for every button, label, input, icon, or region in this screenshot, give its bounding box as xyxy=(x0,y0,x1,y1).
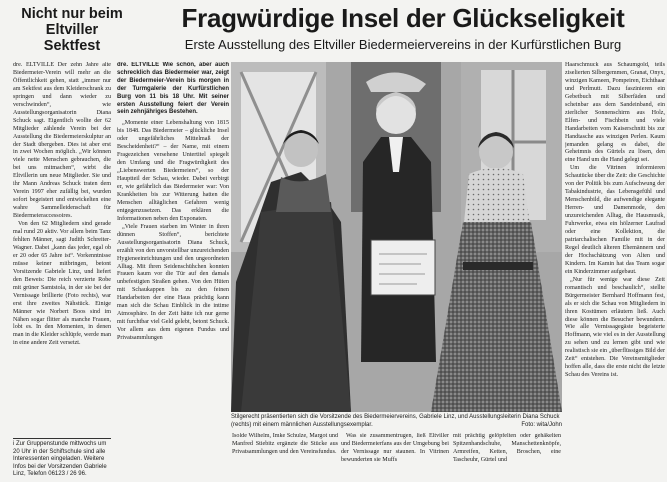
paragraph: Haarschmuck aus Schaumgold, teils ziselierten Silbergemmen, Granat, Onyx, winzigen Kameen, Pompeiren, Eichthaar und Perlmutt. Dazu faszinieren ein Gebetbuch mit Silberfäden und scheinbar aus dem Sandeinband, ein zierlicher Sonnenschirm aus Holz, Elfen- und Fischbein und viele Handarbeiten vom Kaiserschnitt bis zur Handtasche aus winzigen Perlen. Kaum jemanden gelang es dabei, die Geheimnis des Gürtels zu lösen, den eine Hand um die Hand gelegt sei. xyxy=(565,62,665,164)
article-column-3 xyxy=(565,62,665,474)
photo-credit: Foto: wita/John xyxy=(521,421,562,428)
photo-caption xyxy=(231,414,562,429)
bottom-column-3 xyxy=(453,433,561,478)
paragraph: Von den 62 Mitgliedern sind gerade mal rund 20 aktiv. Vor allem beim Tanz fehlten Männer, sagt Judith Schreiter-Wagner. Dabei „kann das jeder, egal ob er 20 oder 65 Jahre ist“. Vorkenntnisse müsse keiner mitbringen, betont Vorsitzende Gabriele Linz, und liefert den Beweis: Die reich verzierte Robe mit grüner Samtstola, in der sie bei der Vernissage brillierte (Foto rechts), war erst ihre zweites Nähstück. Einige Männer wie Norbert Boos sind im Nähen sogar flitter als manche Frauen, lobt es. In den Momenten, in denen man in die Kleider schlüpfe, werde man in eine andere Zeit versetzt. xyxy=(13,221,111,347)
bottom-column-1 xyxy=(232,433,338,478)
info-box: i Zur Gruppenstunde mittwochs um 20 Uhr in der Schiftschule sind alle Interessenten eingeladen. Weitere Infos bei der Vorsitzenden Gabriele Linz, Telefon 06123 / 26 96. xyxy=(13,438,111,479)
article-photo xyxy=(231,62,562,412)
paragraph: Was sie zusammentrugen, ließ Eltviller und Biedermeierfans aus der Umgebung bei der Vernissage nur staunen. In Vitrinen bewunderten sie Muffs xyxy=(341,433,449,463)
article-column-1 xyxy=(13,62,111,474)
kicker: Nicht nur beim Eltviller Sektfest xyxy=(21,6,123,54)
bottom-column-2 xyxy=(341,433,449,478)
paragraph: Um die Vitrinen informieren Schautücke über die Zeit: die Geschichte von der Politik bis zum Aufschwung der Tabakindustrie, das Lebensgefühl und Menschenbild, die aufwendige elegante Herren- und Damenmode, den unzureichenden Alltag, die Hausmusik, Fuhrwerke, etwa ein hölzerner Laufrad oder eine Kollektion, die patriarchalischen Familie mit in der Regel deutlich älteren Ehemännern und der Hochschätzung von Alten und Kindern. Im Kamin hat das Team sogar ein Kinderzimmer aufgebaut. xyxy=(565,165,665,275)
article-column-2 xyxy=(117,62,229,354)
paragraph: dre. ELTVILLE Der zehn Jahre alte Biedermeier-Verein will mehr an die Öffentlichkeit gehen, statt „immer nur am Sektfest aus dem Kleiderschrank zu springen und dann wieder zu verschwinden“, wie Ausstellungsorganisatorin Diana Schuck sagt. Eigentlich wollte der 62 Mitglieder zählende Verein bei der Ausstellung die Biedermeierskulptur an der Stadt übergeben. Dies ist aber erst in zwei Wochen möglich. „Wir können viele nette Menschen gebrauchen, die bei uns mitmachen“, wirbt die Eltvillerin um neue Mitglieder. Sie und ihr Mann Andreas Schuck traten dem Verein 1997 eher zufällig bei, wurden sofort begeistert und entwickelten eine wahre Sammelleidenschaft für Biedermeieraccessoires. xyxy=(13,62,111,220)
paragraph: „Momente einer Lebenshaltung von 1815 bis 1848. Das Biedermeier – glückliche Insel oder ungefährliches Mittelmaß der Bescheidenheit?“ – der Name, mit einem Fragezeichen versehene Untertitel spiegelt den Umfang und die Fragwürdigkeit des „Liebenswerten Biedermeiers“, so der Hauptteil der Schau, wieder. Dabei verbirgt er, wie gefährlich das Biedermeier war: Von Krankheiten bis zur Witterung hatten die Menschen alltäglichen Gefahren wenig entgegenzusetzen. Das erklären die Informationen neben den Exponaten. xyxy=(117,120,229,222)
intro-paragraph: dre. ELTVILLE Wie schön, aber auch schrecklich das Biedermeier war, zeigt der Biedermeier-Verein bis morgen in der Turmgalerie der Kurfürstlichen Burg von 11 bis 18 Uhr. Mit seiner ersten Ausstellung feiert der Verein sein zehnjähriges Bestehen. xyxy=(117,62,229,116)
paragraph: „Viele Frauen starben im Winter in ihren dünnen Stoffen“, berichtete Ausstellungsorganisatorin Diana Schuck, erzählt von den unvorstellbar unzureichenden Hygieneeinrichtungen und den ungeordneten Alltag. Mit ihren Seidenschühchen konnten Frauen kaum vor die Tür auf den damals unbefestigten Straßen gehen. Von den Hüten mit Schaukappen bis zu den feinen Handarbeiten der eine Haus prächtig kann man sich die Schau Einblick in die intime Atmosphäre. In der Zeit hätte ich nur gerne mit furchtbar viel Geld gelebt, betont Schuck. Vor allem aus dem eigenen Fundus und Privatsammlungen xyxy=(117,223,229,342)
caption-text: Stilgerecht präsentierten sich die Vorsitzende des Biedermeiervereins, Gabriele Linz, und Ausstellungsleiterin Diana Schuck (rechts) mit einem männlichen Ausstellungsexemplar. xyxy=(231,414,560,428)
headline: Fragwürdige Insel der Glückseligkeit xyxy=(181,3,625,33)
paragraph: „Nur für wenige war diese Zeit romantisch und beschaulich“, stellte Bürgermeister Bernhard Hoffmann fest, als er sich die Schau von Mitgliedern in ihren Kostümen erläutern ließ. Auch diese können die Besucher bewundern. Wie alle Vernissagegäste begeisterte Hoffmann, wie viel es in der Ausstellung zu sehen und zu lernen gibt und wie realistisch sie ein „überflüssiges Bild der Zeit“ entstehen. Die Vereinsmitglieder hoffen alle, dass die erste nicht die letzte Schau des Vereins ist. xyxy=(565,276,665,379)
paragraph: Isolde Wilhelm, Imke Schulze, Margot und Manfred Stiebitz ergänzte die Stücke aus Privatsammlungen und den Vereinsfundus. xyxy=(232,433,338,455)
paragraph: mit prächtig gelöpfelten oder gehäkelten Spitzenhandschuhe, Manschettenknöpfe, Armreifen, Ketten, Broschen, eine Tascheuhr, Gürtel und xyxy=(453,433,561,463)
subheadline: Erste Ausstellung des Eltviller Biedermeiervereins in der Kurfürstlichen Burg xyxy=(184,37,622,52)
